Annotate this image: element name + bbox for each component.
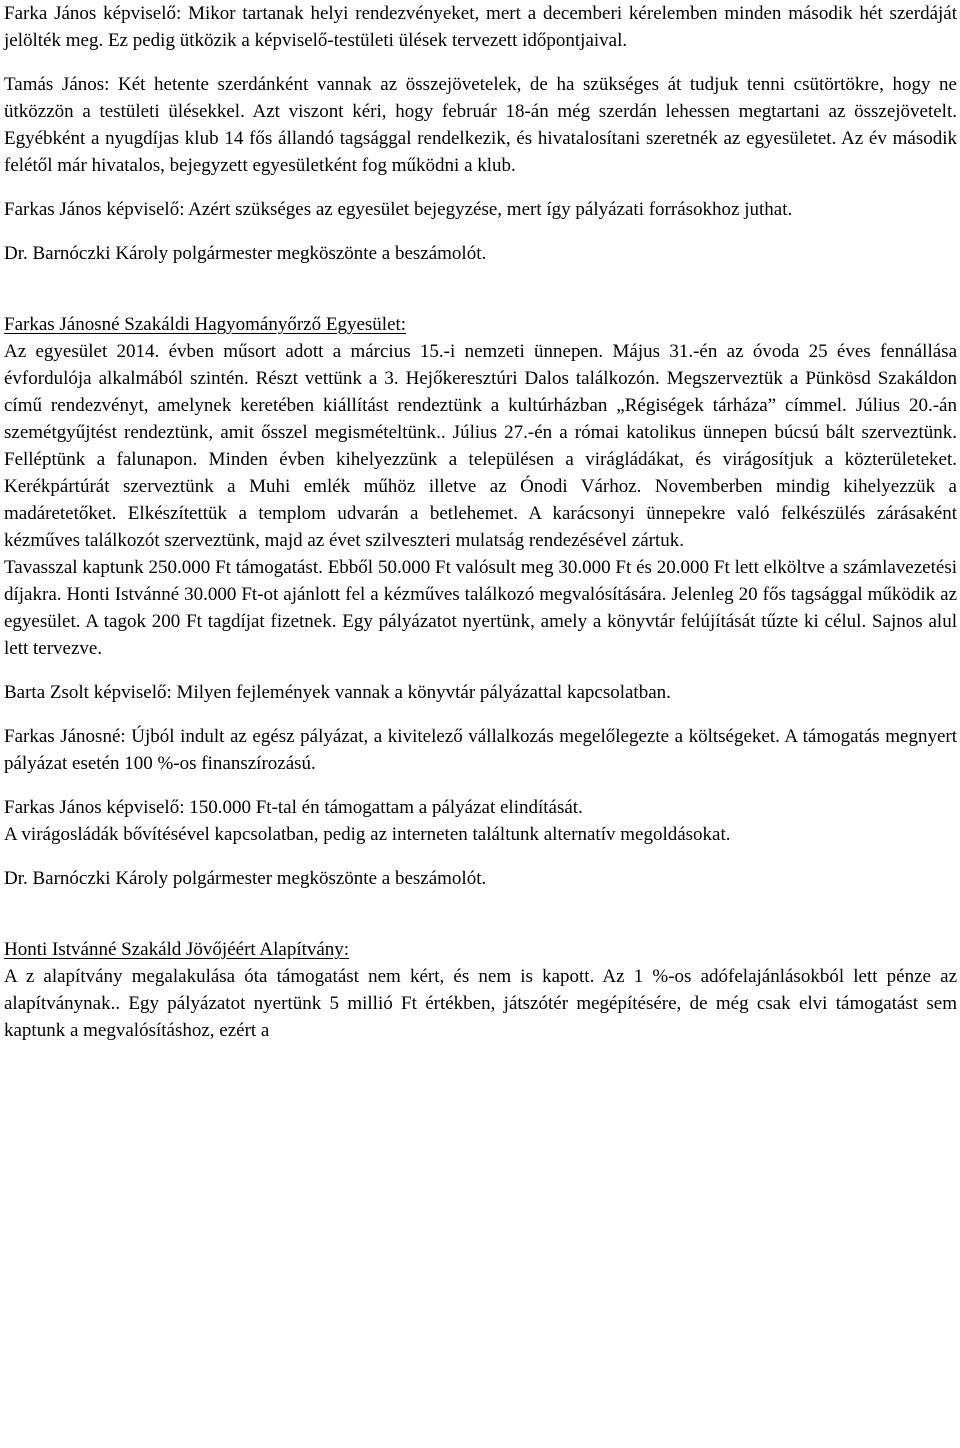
spacer xyxy=(4,267,957,311)
paragraph-farkas-support: Farkas János képviselő: 150.000 Ft-tal én támogattam a pályázat elindítását. xyxy=(4,797,583,818)
paragraph-mayor-thanks-1: Dr. Barnóczki Károly polgármester megköszönte a beszámolót. xyxy=(4,243,487,264)
section-heading-hagyomanyorzo: Farkas Jánosné Szakáldi Hagyományőrző Egyesület: xyxy=(4,314,407,335)
paragraph-foundation-report: A z alapítvány megalakulása óta támogatást nem kért, és nem is kapott. Az 1 %-os adófelajánlásokból lett pénze az alapítványnak.. Egy pályázatot nyertünk 5 millió Ft értékben, játszótér megépítésére, de még csak elvi támogatást sem kaptunk a megvalósításhoz, ezért a xyxy=(4,966,957,1041)
paragraph-flower-boxes: A virágosládák bővítésével kapcsolatban, pedig az interneten találtunk alternatív megoldásokat. xyxy=(4,824,731,845)
paragraph-farkasne-answer: Farkas Jánosné: Újból indult az egész pályázat, a kivitelező vállalkozás megelőlegezte a költségeket. A támogatás megnyert pályázat esetén 100 %-os finanszírozású. xyxy=(4,726,957,774)
paragraph-mayor-thanks-2: Dr. Barnóczki Károly polgármester megköszönte a beszámolót. xyxy=(4,868,487,889)
spacer xyxy=(4,662,957,679)
section-heading-alapitvany: Honti Istvánné Szakáld Jövőjéért Alapítvány: xyxy=(4,939,350,960)
spacer xyxy=(4,892,957,936)
paragraph-tamas-answer: Tamás János: Két hetente szerdánként vannak az összejövetelek, de ha szükséges át tudjuk tenni csütörtökre, hogy ne ütközzön a testületi ülésekkel. Azt viszont kéri, hogy február 18-án még szerdán lehessen megtartani az összejövetelt. Egyébként a nyugdíjas klub 14 fős állandó tagsággal rendelkezik, és hivatalosítani szeretnék az egyesületet. Az év második felétől már hivatalos, bejegyzett egyesületként fog működni a klub. xyxy=(4,74,957,176)
spacer xyxy=(4,54,957,71)
spacer xyxy=(4,179,957,196)
paragraph-association-finances: Tavasszal kaptunk 250.000 Ft támogatást. Ebből 50.000 Ft valósult meg 30.000 Ft és 20.000 Ft lett elköltve a számlavezetési díjakra. Honti Istvánné 30.000 Ft-ot ajánlott fel a kézműves találkozó megvalósítására. Jelenleg 20 fős tagsággal működik az egyesület. A tagok 200 Ft tagdíjat fizetnek. Egy pályázatot nyertünk, amely a könyvtár felújítását tűzte ki célul. Sajnos alul lett tervezve. xyxy=(4,557,957,659)
spacer xyxy=(4,706,957,723)
paragraph-association-report: Az egyesület 2014. évben műsort adott a március 15.-i nemzeti ünnepen. Május 31.-én az óvoda 25 éves fennállása évfordulója alkalmából szintén. Részt vettünk a 3. Hejőkeresztúri Dalos találkozón. Megszerveztük a Pünkösd Szakáldon című rendezvényt, amelynek keretében kiállítást rendeztünk a kultúrházban „Régiségek tárháza” címmel. Július 20.-án szemétgyűjtést rendeztünk, amit ősszel megismételtünk.. Július 27.-én a római katolikus ünnepen búcsú bált szerveztünk. Felléptünk a falunapon. Minden évben kihelyezzünk a településen a virágládákat, és virágosítjuk a közterületeket. Kerékpártúrát szerveztünk a Muhi emlék műhöz illetve az Ónodi Várhoz. Novemberben mindig kihelyezzük a madáretetőket. Elkészítettük a templom udvarán a betlehemet. A karácsonyi ünnepekre való felkészülés zárásaként kézműves találkozót szerveztünk, majd az évet szilveszteri mulatság rendezésével zártuk. xyxy=(4,341,957,551)
spacer xyxy=(4,848,957,865)
paragraph-farkas-comment: Farkas János képviselő: Azért szükséges az egyesület bejegyzése, mert így pályázati forrásokhoz juthat. xyxy=(4,199,793,220)
spacer xyxy=(4,223,957,240)
spacer xyxy=(4,777,957,794)
paragraph-farka-question: Farka János képviselő: Mikor tartanak helyi rendezvényeket, mert a decemberi kérelemben minden második hét szerdáját jelölték meg. Ez pedig ütközik a képviselő-testületi ülések tervezett időpontjaival. xyxy=(4,3,957,51)
paragraph-barta-question: Barta Zsolt képviselő: Milyen fejlemények vannak a könyvtár pályázattal kapcsolatban. xyxy=(4,682,671,703)
